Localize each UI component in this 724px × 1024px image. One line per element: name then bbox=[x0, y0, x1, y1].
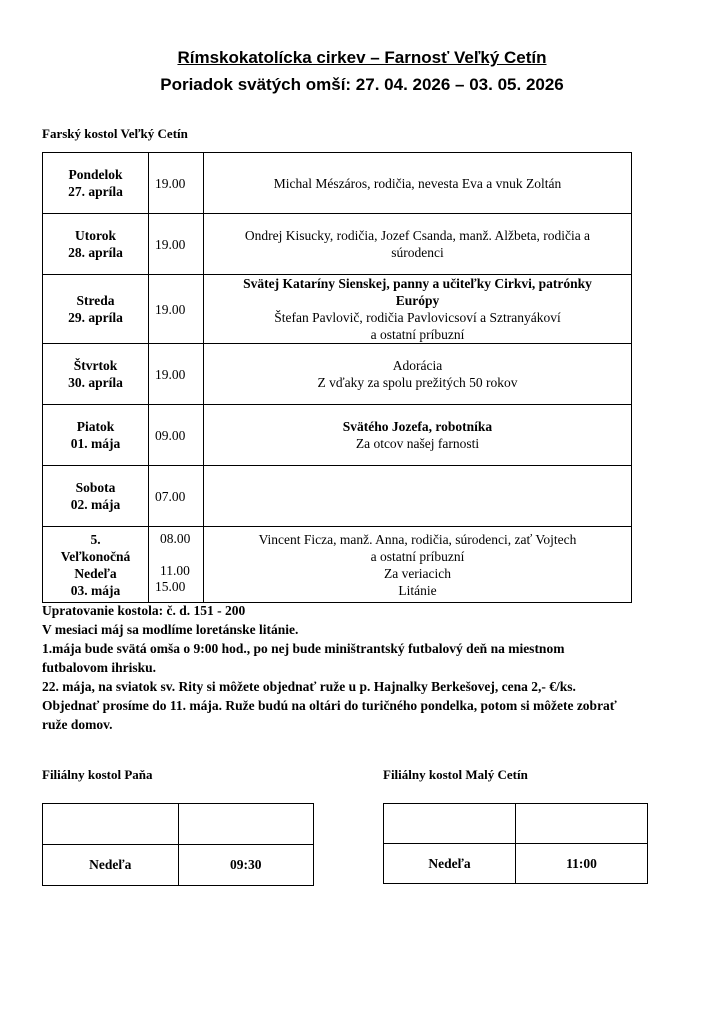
day-cell: Streda 29. apríla bbox=[43, 275, 149, 344]
filial-day-cell: Nedeľa bbox=[43, 845, 179, 886]
main-church-heading: Farský kostol Veľký Cetín bbox=[42, 126, 188, 141]
table-row bbox=[43, 275, 632, 344]
schedule-period: Poriadok svätých omší: 27. 04. 2026 – 03. 05. 2026 bbox=[160, 75, 564, 94]
time-cell: 19.00 bbox=[149, 344, 204, 405]
note-line: futbalovom ihrisku. bbox=[42, 660, 157, 675]
time-cell: 19.00 bbox=[149, 214, 204, 275]
day-cell: Utorok 28. apríla bbox=[43, 214, 149, 275]
time-cell: 19.00 bbox=[149, 275, 204, 344]
filial-pana-table bbox=[42, 803, 314, 886]
table-row bbox=[43, 344, 632, 405]
intention-cell bbox=[204, 466, 632, 527]
announcements bbox=[42, 601, 682, 734]
mass-schedule-table bbox=[42, 152, 632, 603]
note-line: Objednať prosíme do 11. mája. Ruže budú na oltári do turičného pondelka, potom si môžete zobrať bbox=[42, 698, 617, 713]
time-cell: 19.00 bbox=[149, 153, 204, 214]
day-cell: Štvrtok 30. apríla bbox=[43, 344, 149, 405]
day-cell: Sobota 02. mája bbox=[43, 466, 149, 527]
filial-day-cell: Nedeľa bbox=[384, 844, 516, 884]
table-row bbox=[43, 153, 632, 214]
note-line: 22. mája, na sviatok sv. Rity si môžete objednať ruže u p. Hajnalky Berkešovej, cena 2,- €/ks. bbox=[42, 679, 576, 694]
page-title: Rímskokatolícka cirkev – Farnosť Veľký Cetín bbox=[177, 48, 547, 67]
note-line: 1.mája bude svätá omša o 9:00 hod., po nej bude miništrantský futbalový deň na miestnom bbox=[42, 641, 565, 656]
table-row bbox=[43, 214, 632, 275]
filial-time-cell: 11:00 bbox=[516, 844, 648, 884]
note-line: V mesiaci máj sa modlíme loretánske litánie. bbox=[42, 622, 299, 637]
filial-church-pana-heading: Filiálny kostol Paňa bbox=[42, 767, 153, 782]
day-cell: 5. Veľkonočná Nedeľa 03. mája bbox=[43, 527, 149, 603]
intention-cell: Michal Mészáros, rodičia, nevesta Eva a vnuk Zoltán bbox=[204, 153, 632, 214]
time-cell: 09.00 bbox=[149, 405, 204, 466]
note-line: Upratovanie kostola: č. d. 151 - 200 bbox=[42, 603, 246, 618]
filial-maly-cetin-table bbox=[383, 803, 648, 884]
day-cell: Pondelok 27. apríla bbox=[43, 153, 149, 214]
filial-time-cell: 09:30 bbox=[178, 845, 314, 886]
intention-cell: Adorácia Z vďaky za spolu prežitých 50 rokov bbox=[204, 344, 632, 405]
intention-cell: Svätého Jozefa, robotníka Za otcov našej farnosti bbox=[204, 405, 632, 466]
table-row bbox=[43, 527, 632, 603]
note-line: ruže domov. bbox=[42, 717, 113, 732]
intention-cell: Svätej Kataríny Sienskej, panny a učiteľky Cirkvi, patrónky Európy Štefan Pavlovič, rodičia Pavlovicsoví a Sztranyákoví a ostatní príbuzní bbox=[204, 275, 632, 344]
day-cell: Piatok 01. mája bbox=[43, 405, 149, 466]
table-row bbox=[43, 466, 632, 527]
filial-church-maly-cetin-heading: Filiálny kostol Malý Cetín bbox=[383, 767, 528, 782]
time-cell: 07.00 bbox=[149, 466, 204, 527]
table-row bbox=[43, 405, 632, 466]
time-cell: 08.00 11.00 15.00 bbox=[149, 527, 204, 603]
intention-cell: Vincent Ficza, manž. Anna, rodičia, súrodenci, zať Vojtech a ostatní príbuzní Za veriacich Litánie bbox=[204, 527, 632, 603]
intention-cell: Ondrej Kisucky, rodičia, Jozef Csanda, manž. Alžbeta, rodičia a súrodenci bbox=[204, 214, 632, 275]
